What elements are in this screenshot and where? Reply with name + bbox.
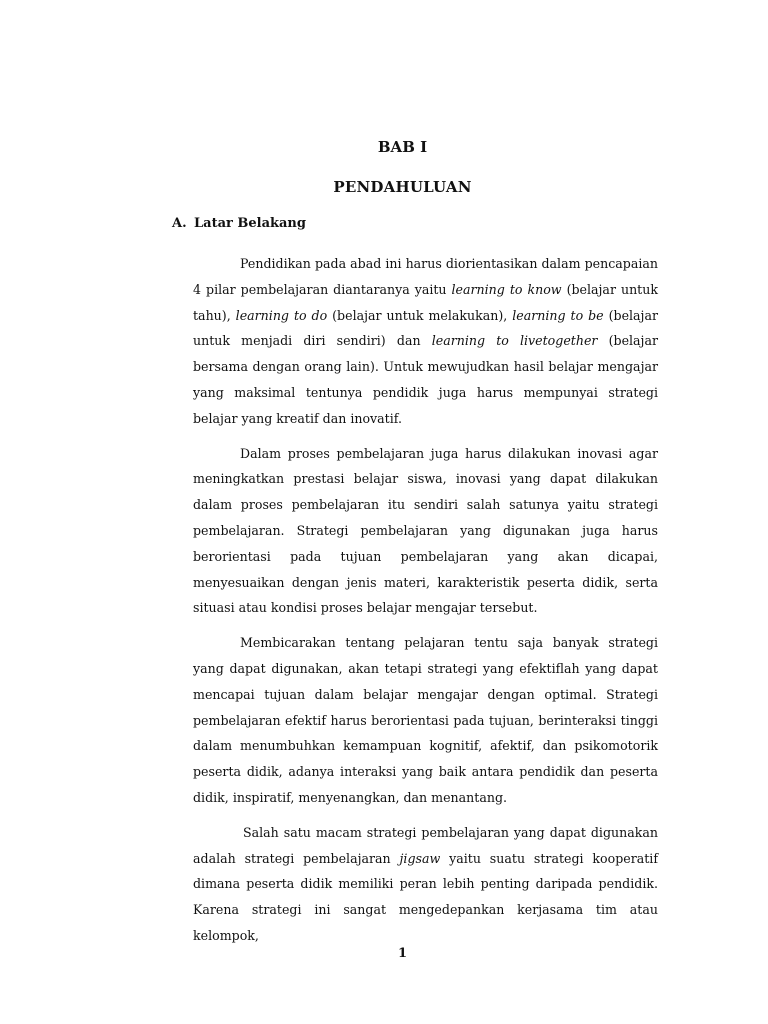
italic-term: learning to livetogether <box>431 333 598 349</box>
paragraph-text: (belajar untuk menjadi diri sendiri) dan <box>193 307 658 349</box>
section-letter: A. <box>172 216 187 231</box>
section-title: Latar Belakang <box>194 216 306 231</box>
italic-term: learning to do <box>235 307 328 323</box>
paragraph-text: (belajar bersama dengan orang lain). Untuk mewujudkan hasil belajar mengajar yang maksimal tentunya pendidik juga harus mempunyai strategi belajar yang kreatif dan inovatif. <box>193 333 658 426</box>
chapter-title: PENDAHULUAN <box>333 178 472 196</box>
paragraph-4 <box>193 820 658 949</box>
body-text <box>193 251 658 949</box>
paragraph-text: Salah satu macam strategi pembelajaran yang dapat digunakan adalah strategi pembelajaran <box>193 824 658 866</box>
paragraph-text: (belajar untuk melakukan), <box>327 307 513 323</box>
italic-term: jigsaw <box>399 850 441 866</box>
paragraph-1 <box>193 251 658 432</box>
page-number: 1 <box>397 946 408 961</box>
paragraph-2: Dalam proses pembelajaran juga harus dilakukan inovasi agar meningkatkan prestasi belajar siswa, inovasi yang dapat dilakukan dalam proses pembelajaran itu sendiri salah satunya yaitu strategi pembelajaran. Strategi pembelajaran yang digunakan juga harus berorientasi pada tujuan pembelajaran yang akan dicapai, menyesuaikan dengan jenis materi, karakteristik peserta didik, serta situasi atau kondisi proses belajar mengajar tersebut. <box>193 445 658 616</box>
paragraph-text: Pendidikan pada abad ini harus diorientasikan dalam pencapaian 4 pilar pembelajaran diantaranya yaitu <box>193 256 658 297</box>
italic-term: learning to be <box>512 307 604 323</box>
italic-term: learning to know <box>451 281 562 297</box>
section-heading <box>172 216 306 231</box>
paragraph-text: yaitu suatu strategi kooperatif dimana peserta didik memiliki peran lebih penting daripada pendidik. Karena strategi ini sangat mengedepankan kerjasama tim atau kelompok, <box>193 850 659 943</box>
paragraph-text: (belajar untuk tahu), <box>193 281 658 323</box>
paragraph-3: Membicarakan tentang pelajaran tentu saja banyak strategi yang dapat digunakan, akan tetapi strategi yang efektiflah yang dapat mencapai tujuan dalam belajar mengajar dengan optimal. Strategi pembelajaran efektif harus berorientasi pada tujuan, berinteraksi tinggi dalam menumbuhkan kemampuan kognitif, afektif, dan psikomotorik peserta didik, adanya interaksi yang baik antara pendidik dan peserta didik, inspiratif, menyenangkan, dan menantang. <box>193 635 658 805</box>
chapter-number: BAB I <box>377 138 428 156</box>
